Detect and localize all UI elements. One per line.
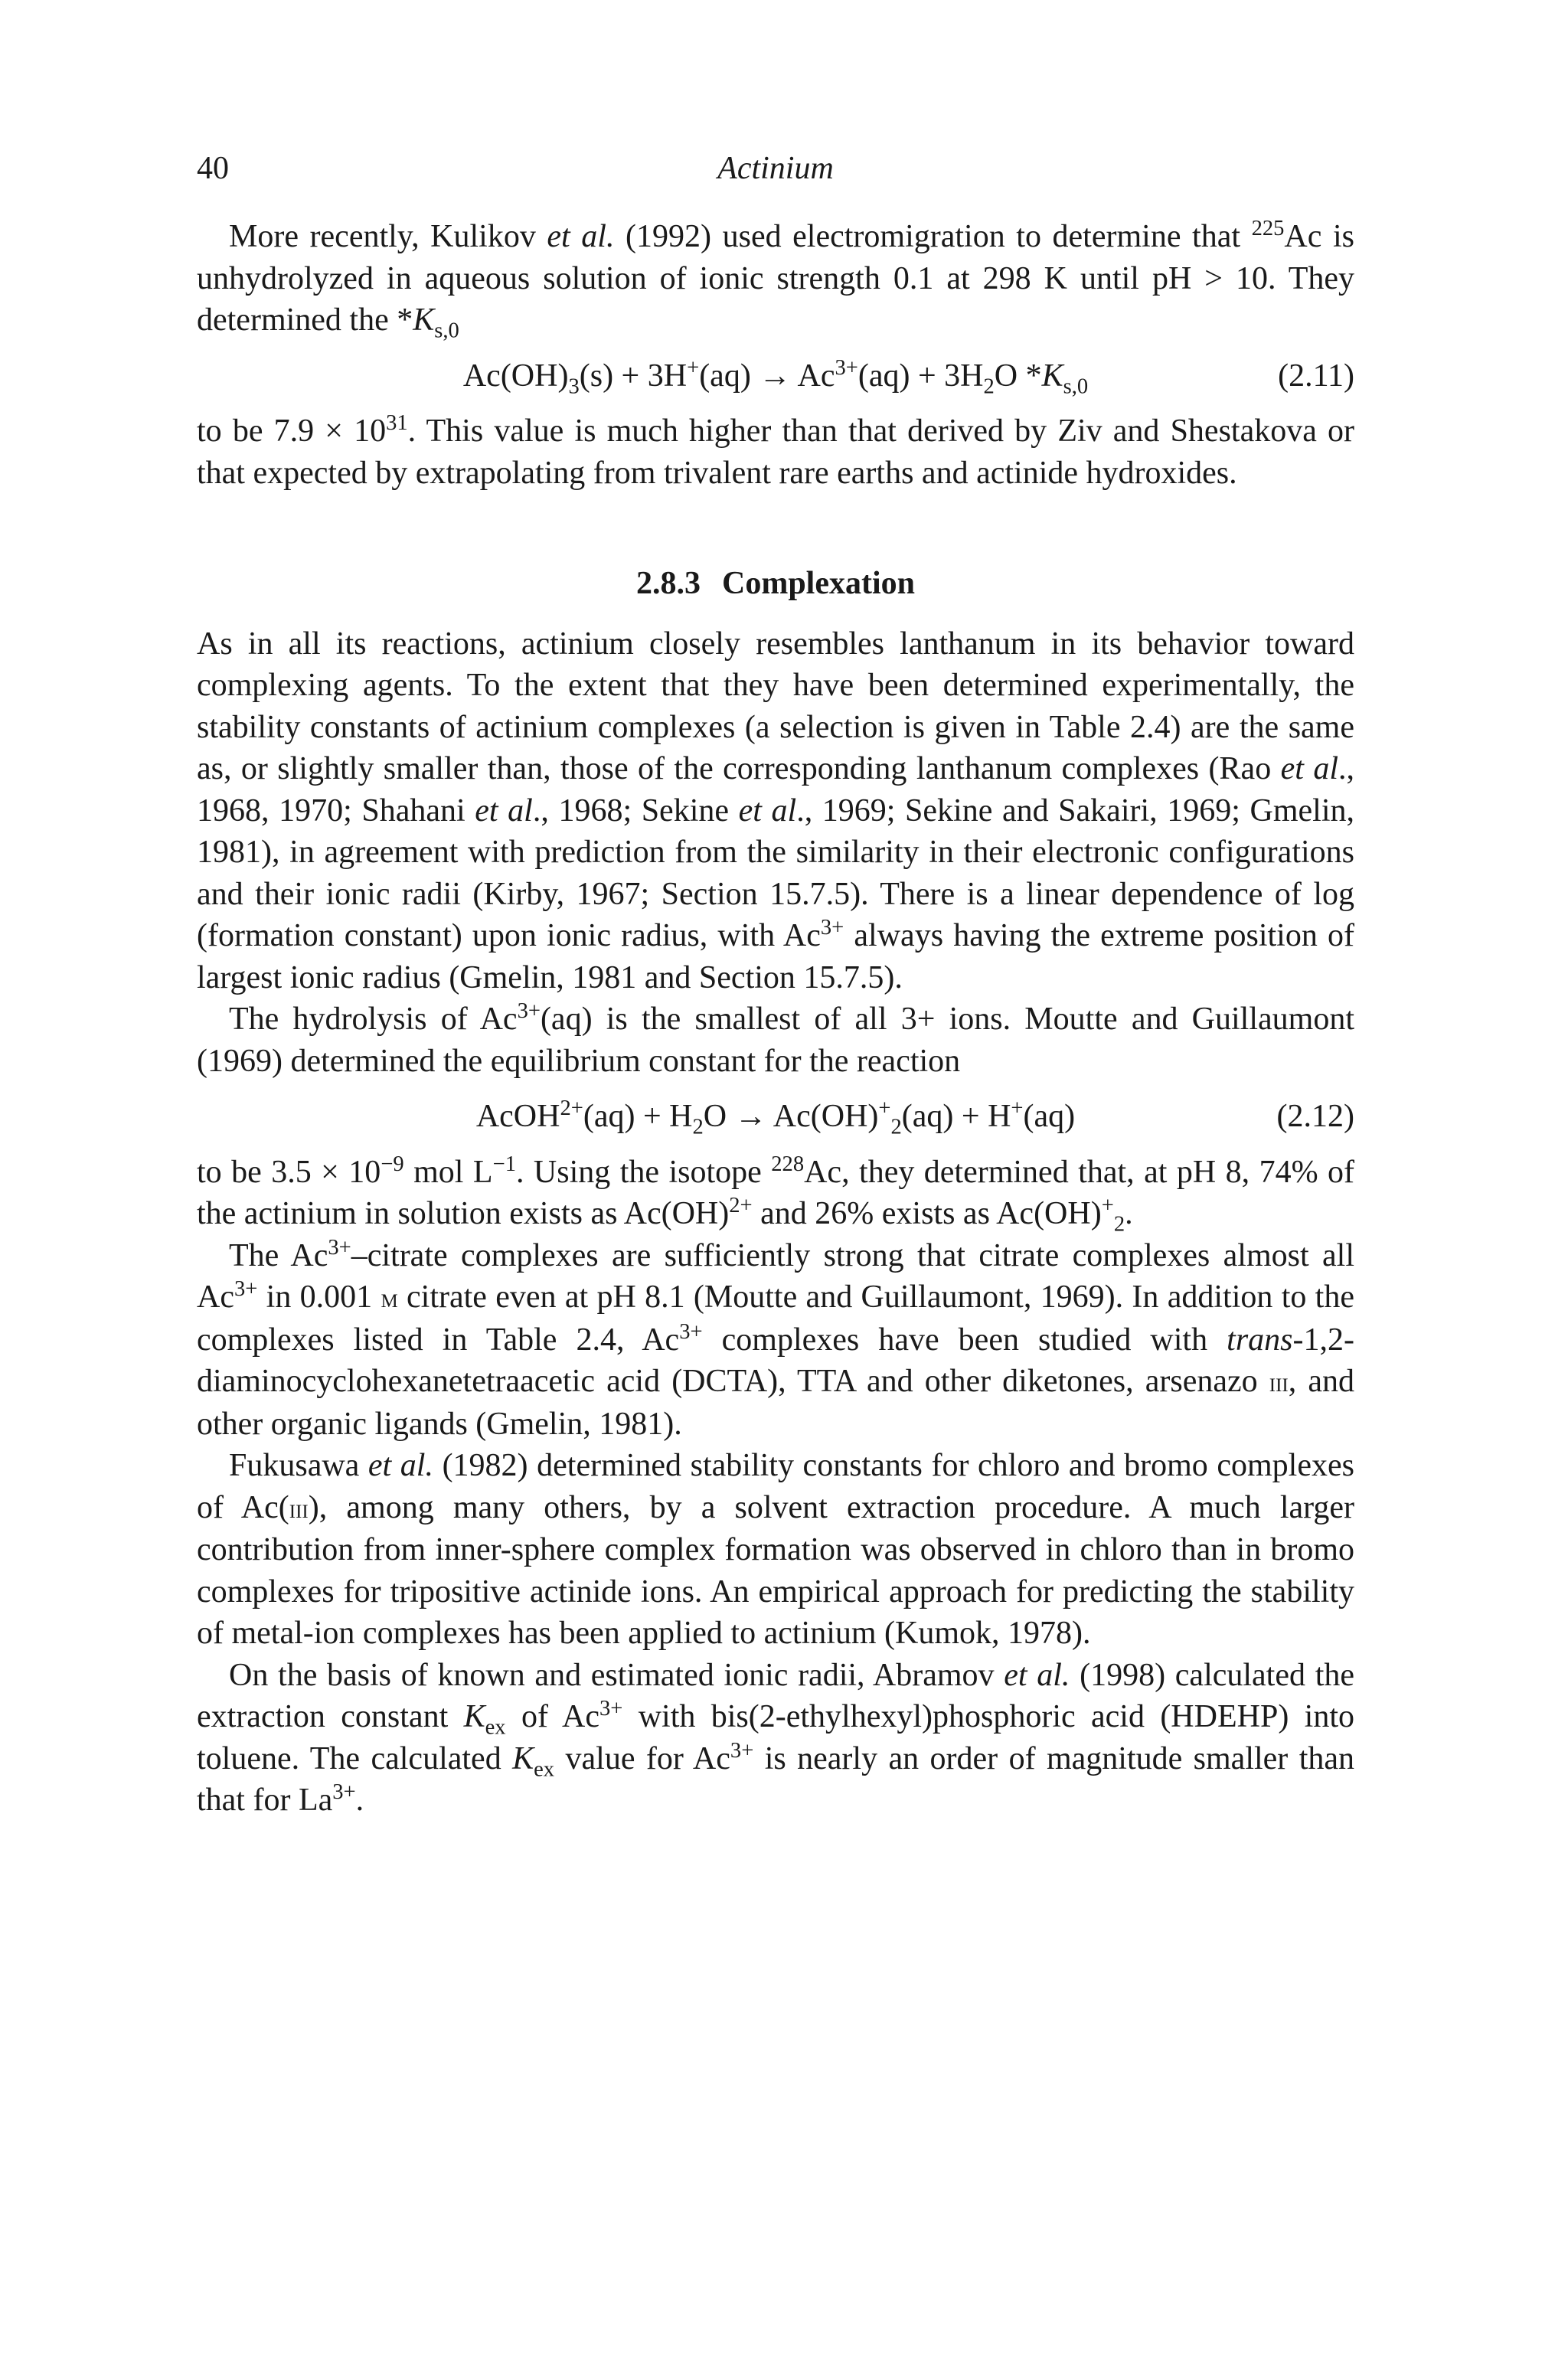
equation-2-11 (197, 355, 1354, 397)
equation-number: (2.11) (1278, 358, 1354, 394)
page-number: 40 (197, 151, 229, 186)
paragraph-isotope: to be $3.5 \times 10^{-9}$ mol $L^{-1}$. Using the isotope $^{228}$Ac, they determined that, at pH 8, 74% of the actinium in solution exists as Ac(OH)$^{2+}$ and 26% exists as $Ac(OH)^+_2$. (197, 1152, 1355, 1237)
paragraph-fukusawa: Fukusawa et al. (1982) determined stability constants for chloro and bromo complexes of Ac(iii), among many others, by a solvent extraction procedure. A much larger contribution from inner-sphere complex formation was observed in chloro than in bromo complexes for tripositive actinide ions. An empirical approach for predicting the stability of metal-ion complexes has been applied to actinium (Kumok, 1978). (197, 1448, 1355, 1651)
equation-2-11-body: $Ac(OH)_3(s) + 3H^+(aq) \to Ac^{3+}(aq) + 3H_2O$ $*K_{s,0}$ (462, 355, 1089, 398)
paragraph-kulikov: More recently, Kulikov et al. (1992) used electromigration to determine that $^{225}$Ac is unhydrolyzed in aqueous solution of ionic strength 0.1 at 298 K until pH > 10. They determined the $*K_{s,0}$ (197, 217, 1354, 343)
equation-2-12-body: AcOH$^{2+}$(aq) + $H_2O \to Ac(OH)^+_2(aq) + H^+(aq)$ (475, 1096, 1076, 1139)
section-title: Complexation (722, 566, 915, 601)
paragraph-abramov: On the basis of known and estimated ionic radii, Abramov et al. (1998) calculated the extraction constant $K_{ex}$ of $Ac^{3+}$ with bis(2-ethylhexyl)phosphoric acid (HDEHP) into toluene. The calculated $K_{ex}$ value for $Ac^{3+}$ is nearly an order of magnitude smaller than that for $La^{3+}$. (197, 1657, 1355, 1818)
paragraph-value: to be $7.9 \times 10^{31}$. This value is much higher than that derived by Ziv and Shestakova or that expected by extrapolating from trivalent rare earths and actinide hydroxides. (197, 411, 1355, 491)
paragraph-complexation: As in all its reactions, actinium closely resembles lanthanum in its behavior toward complexing agents. To the extent that they have been determined experimentally, the stability constants of actinium complexes (a selection is given in Table 2.4) are the same as, or slightly smaller than, those of the corresponding lanthanum complexes (Rao et al., 1968, 1970; Shahani et al., 1968; Sekine et al., 1969; Sekine and Sakairi, 1969; Gmelin, 1981), in agreement with prediction from the similarity in their electronic configurations and their ionic radii (Kirby, 1967; Section 15.7.5). There is a linear dependence of log (formation constant) upon ionic radius, with $Ac^{3+}$ always having the extreme position of largest ionic radius (Gmelin, 1981 and Section 15.7.5). (197, 626, 1354, 995)
page-header (197, 150, 1354, 196)
running-head: Actinium (717, 151, 834, 186)
paragraph-hydrolysis: The hydrolysis of $Ac^{3+}(aq)$ is the smallest of all 3+ ions. Moutte and Guillaumont (1969) determined the equilibrium constant for the reaction (197, 999, 1354, 1079)
equation-number: (2.12) (1276, 1099, 1354, 1134)
equation-2-12 (197, 1096, 1354, 1138)
section-heading (197, 563, 1354, 605)
paragraph-citrate: The $Ac^{3+}$–citrate complexes are sufficiently strong that citrate complexes almost all $Ac^{3+}$ in 0.001 m citrate even at pH 8.1 (Moutte and Guillaumont, 1969). In addition to the complexes listed in Table 2.4, $Ac^{3+}$ complexes have been studied with trans-1,2-diaminocyclohexanetetraacetic acid (DCTA), TTA and other diketones, arsenazo iii, and other organic ligands (Gmelin, 1981). (197, 1235, 1355, 1442)
body-text (197, 216, 1354, 1822)
section-number: 2.8.3 (636, 566, 701, 601)
